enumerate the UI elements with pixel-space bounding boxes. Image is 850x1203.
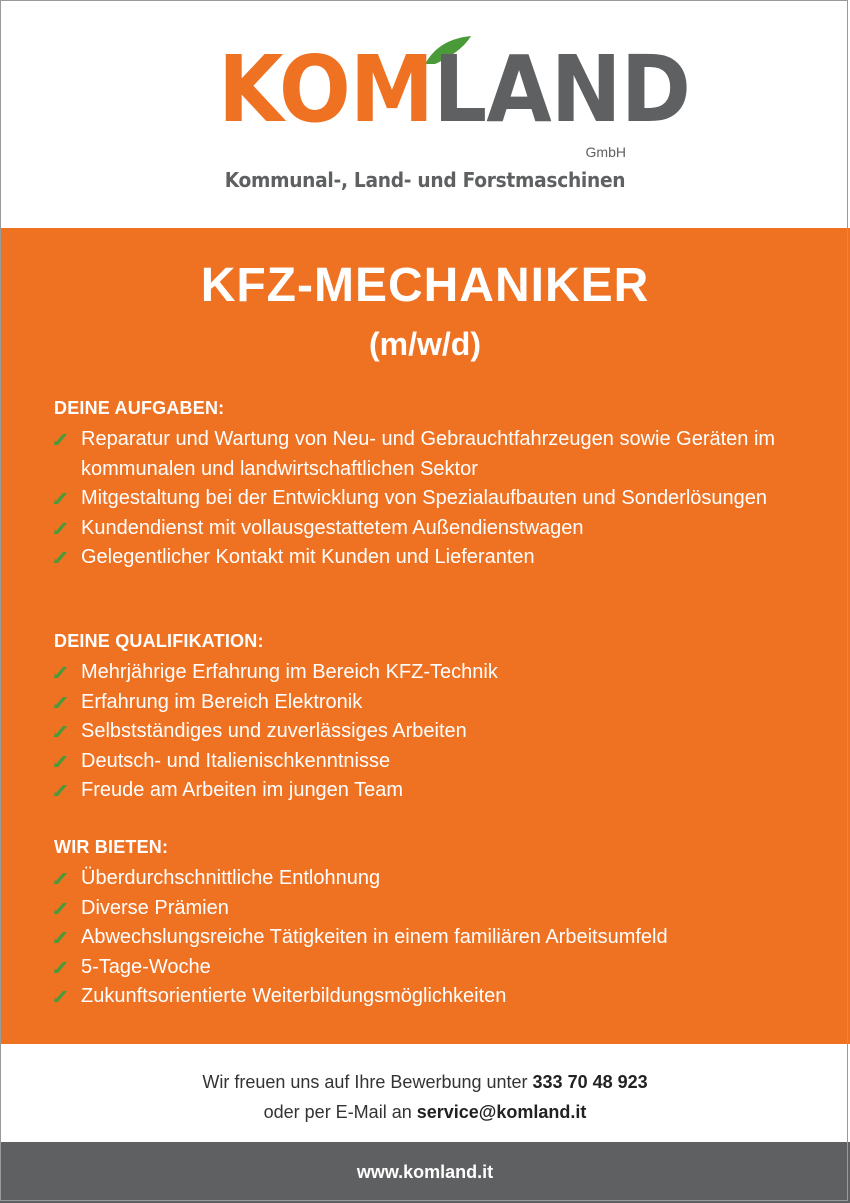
list-item-text: Überdurchschnittliche Entlohnung [81, 867, 381, 889]
list-item-text: Reparatur und Wartung von Neu- und Gebrauchtfahrzeugen sowie Geräten im kommunalen und landwirtschaftlichen Sektor [81, 428, 776, 480]
offer-list [54, 864, 814, 1012]
leaf-check-icon [54, 666, 67, 679]
contact-text: oder per E-Mail an [263, 1102, 417, 1122]
list-item [54, 776, 814, 806]
list-item [54, 658, 814, 688]
section-offer [54, 837, 814, 1012]
list-item-text: Gelegentlicher Kontakt mit Kunden und Lieferanten [81, 546, 535, 568]
logo-wordmark [218, 36, 691, 143]
list-item-text: Erfahrung im Bereich Elektronik [81, 690, 363, 713]
list-item [54, 717, 814, 747]
list-item [54, 688, 814, 718]
section-qualification [54, 631, 814, 806]
list-item [54, 543, 814, 573]
list-item [54, 425, 814, 484]
footer-bar [0, 1142, 850, 1203]
website-link[interactable]: www.komland.it [356, 1162, 494, 1182]
leaf-check-icon [54, 872, 67, 885]
leaf-check-icon [54, 990, 67, 1003]
list-item [54, 864, 814, 894]
leaf-check-icon [54, 696, 67, 709]
qualification-list [54, 658, 814, 806]
leaf-check-icon [54, 725, 67, 738]
list-item [54, 953, 814, 983]
list-item [54, 982, 814, 1012]
leaf-check-icon [54, 784, 67, 797]
section-heading: DEINE QUALIFIKATION: [54, 631, 264, 651]
company-logo [218, 34, 691, 164]
leaf-check-icon [54, 492, 67, 505]
job-subtitle: (m/w/d) [369, 326, 481, 362]
list-item-text: Mitgestaltung bei der Entwicklung von Spezialaufbauten und Sonderlösungen [81, 487, 768, 509]
job-title: KFZ-MECHANIKER [200, 259, 650, 312]
list-item-text: 5-Tage-Woche [81, 955, 211, 978]
contact-line-phone [0, 1072, 850, 1093]
header [0, 0, 850, 228]
job-panel [0, 228, 850, 1044]
logo-suffix: GmbH [585, 144, 626, 160]
list-item-text: Kundendienst mit vollausgestattetem Außendienstwagen [81, 516, 584, 539]
leaf-check-icon [54, 433, 67, 446]
list-item [54, 923, 814, 953]
leaf-check-icon [54, 551, 67, 564]
section-heading: WIR BIETEN: [54, 837, 169, 857]
leaf-check-icon [54, 961, 67, 974]
list-item-text: Abwechslungsreiche Tätigkeiten in einem familiären Arbeitsumfeld [81, 926, 668, 948]
list-item-text: Diverse Prämien [81, 896, 229, 919]
list-item [54, 514, 814, 544]
list-item-text: Selbstständiges und zuverlässiges Arbeiten [81, 720, 467, 742]
list-item [54, 484, 814, 514]
leaf-check-icon [54, 522, 67, 535]
phone-number[interactable]: 333 70 48 923 [532, 1072, 648, 1092]
list-item-text: Freude am Arbeiten im jungen Team [81, 779, 404, 801]
list-item-text: Zukunftsorientierte Weiterbildungsmöglichkeiten [81, 985, 507, 1007]
list-item-text: Mehrjährige Erfahrung im Bereich KFZ-Technik [81, 661, 498, 683]
section-tasks [54, 398, 814, 573]
list-item [54, 747, 814, 777]
leaf-check-icon [54, 755, 67, 768]
contact-line-email [0, 1102, 850, 1123]
section-heading: DEINE AUFGABEN: [54, 398, 225, 418]
logo-text-grey: LAND [433, 36, 691, 143]
company-tagline: Kommunal-, Land- und Forstmaschinen [224, 168, 626, 192]
logo-text-orange: KOM [218, 36, 434, 143]
email-link[interactable]: service@komland.it [416, 1102, 587, 1122]
task-list [54, 425, 814, 573]
list-item-text: Deutsch- und Italienischkenntnisse [81, 749, 391, 772]
list-item [54, 894, 814, 924]
leaf-check-icon [54, 902, 67, 915]
leaf-check-icon [54, 931, 67, 944]
contact-text: Wir freuen uns auf Ihre Bewerbung unter [202, 1072, 533, 1092]
